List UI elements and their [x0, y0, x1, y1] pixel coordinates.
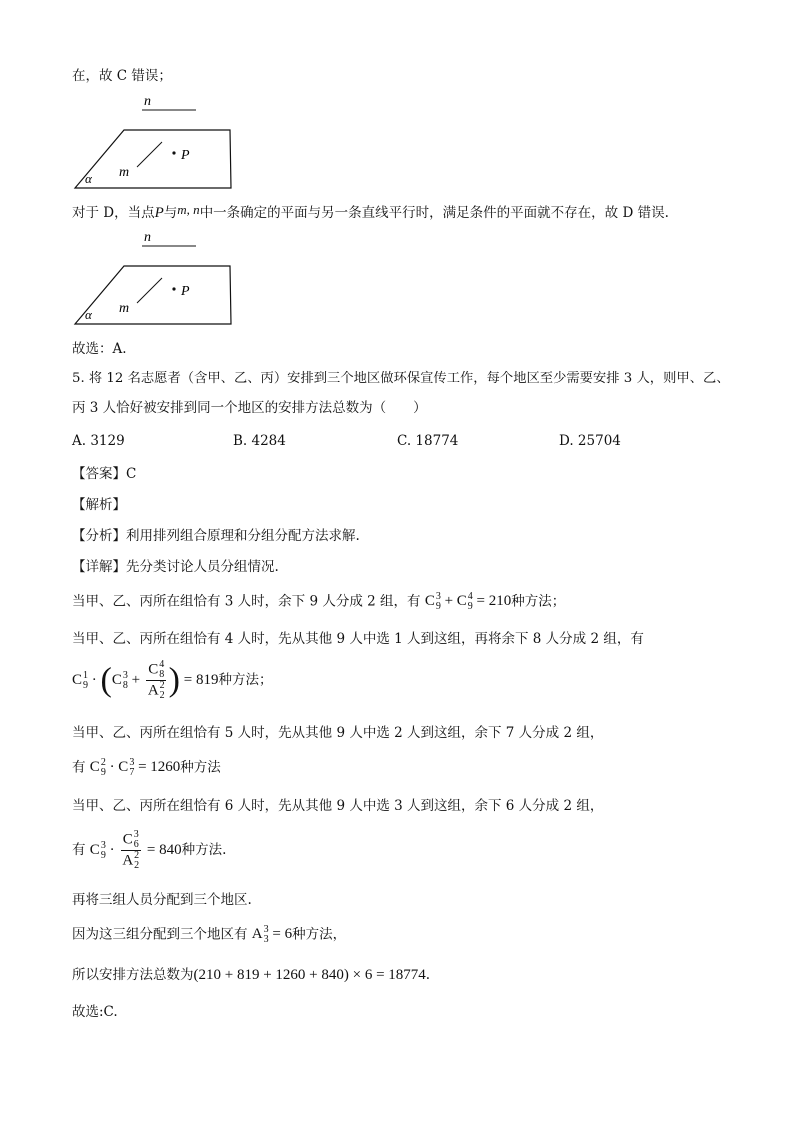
label-p: P [181, 284, 190, 299]
question-5-line-2: 丙 3 人恰好被安排到同一个地区的安排方法总数为（ ） [72, 400, 427, 416]
plane-alpha [75, 130, 231, 188]
case-6-line: 当甲、乙、丙所在组恰有 6 人时，先从其他 9 人中选 3 人到这组，余下 6 人分成 2 组， [72, 798, 604, 814]
option-b: B. 4284 [233, 433, 286, 449]
because-line: 因为这三组分配到三个地区有 A 3 3 = 6种方法， [72, 924, 347, 945]
answer-tag: 【答案】C [72, 466, 137, 482]
total-line: 所以安排方法总数为(210 + 819 + 1260 + 840) × 6 = 18774. [72, 967, 431, 983]
case-6-formula-line: 有 C 3 9 · C 3 6 A 2 2 = 840种方法. [72, 829, 227, 871]
answer-a-line: 故选：A. [72, 341, 127, 357]
distribute-line: 再将三组人员分配到三个地区. [72, 892, 252, 908]
option-d-explanation: 对于 D，当点P与m, n中一条确定的平面与另一条直线平行时，满足条件的平面就不存在，故 D 错误. [72, 202, 669, 221]
label-alpha: α [85, 171, 92, 186]
case-3-line: 当甲、乙、丙所在组恰有 3 人时，余下 9 人分成 2 组，有 C 3 9 + C 4 9 = 210种方法； [72, 591, 566, 612]
option-c: C. 18774 [397, 433, 459, 449]
label-m: m [119, 301, 130, 316]
label-m: m [119, 165, 130, 180]
analysis-tag: 【解析】 [72, 497, 126, 513]
plane-figure-2 [70, 226, 235, 326]
case-6-formula: C 3 9 · C 3 6 A 2 2 = 840 [89, 829, 182, 871]
label-alpha: α [85, 307, 92, 322]
case-5-line: 当甲、乙、丙所在组恰有 5 人时，先从其他 9 人中选 2 人到这组，余下 7 人分成 2 组， [72, 725, 604, 741]
label-p: P [181, 148, 190, 163]
answer-c-line: 故选:C. [72, 1004, 118, 1020]
case-5-formula: C 2 9 · C 3 7 = 1260 [89, 757, 181, 778]
analysis-summary: 【分析】利用排列组合原理和分组分配方法求解. [72, 528, 360, 544]
case-4-formula: C 1 9 · (C 3 8 + C 4 8 A 2 2 ) = 819 [72, 659, 219, 701]
total-formula: (210 + 819 + 1260 + 840) × 6 = 18774 [193, 967, 426, 983]
case-4-formula-line: C 1 9 · (C 3 8 + C 4 8 A 2 2 ) = 819种方法； [72, 659, 273, 701]
plane-alpha [75, 266, 231, 324]
intro-line: 在，故 C 错误； [72, 68, 172, 84]
plane-figure-1 [70, 90, 235, 190]
label-n: n [144, 94, 151, 109]
point-p [172, 151, 175, 154]
point-p [172, 287, 175, 290]
option-d: D. 25704 [559, 433, 621, 449]
case-3-formula: C 3 9 + C 4 9 = 210 [424, 591, 512, 612]
detail-intro: 【详解】先分类讨论人员分组情况. [72, 559, 279, 575]
label-n: n [144, 230, 151, 245]
question-5-line-1: 5. 将 12 名志愿者（含甲、乙、丙）安排到三个地区做环保宣传工作，每个地区至少需要安排 3 人，则甲、乙、 [72, 371, 730, 386]
case-5-formula-line: 有 C 2 9 · C 3 7 = 1260种方法 [72, 757, 221, 778]
case-4-line: 当甲、乙、丙所在组恰有 4 人时，先从其他 9 人中选 1 人到这组，再将余下 8 人分成 2 组，有 [72, 631, 644, 647]
line-m [137, 142, 162, 167]
because-formula: A 3 3 = 6 [251, 924, 293, 945]
option-a: A. 3129 [72, 433, 125, 449]
line-m [137, 278, 162, 303]
